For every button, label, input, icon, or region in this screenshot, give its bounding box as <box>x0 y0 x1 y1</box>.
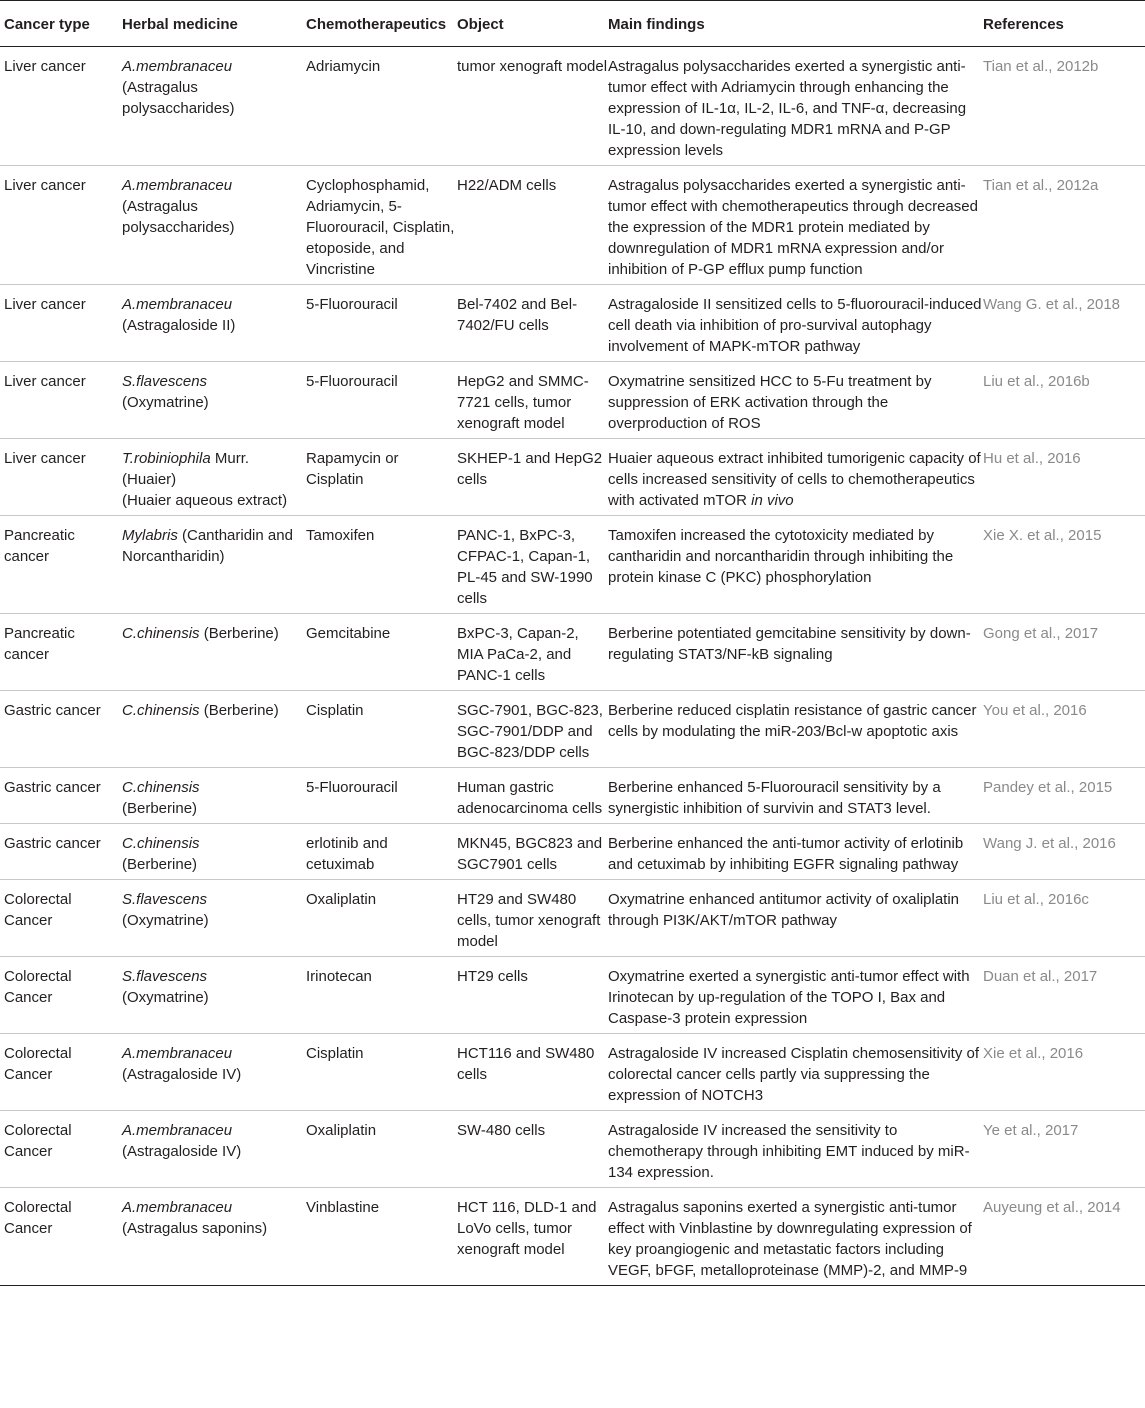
cell-object: Bel-7402 and Bel-7402/FU cells <box>457 285 608 362</box>
herb-species: S.flavescens <box>122 373 208 390</box>
cell-object: PANC-1, BxPC-3, CFPAC-1, Capan-1, PL-45 and SW-1990 cells <box>457 516 608 614</box>
cell-chemotherapeutics: erlotinib and cetuximab <box>306 824 457 880</box>
cell-chemotherapeutics: Irinotecan <box>306 957 457 1034</box>
herb-species: S.flavescens <box>122 891 208 908</box>
cell-main-findings <box>608 285 983 362</box>
cell-cancer-type: Gastric cancer <box>0 824 122 880</box>
cell-reference: Auyeung et al., 2014 <box>983 1188 1145 1286</box>
table-row <box>0 516 1145 614</box>
herb-species: C.chinensis <box>122 702 200 719</box>
cell-cancer-type: Gastric cancer <box>0 768 122 824</box>
herb-note: (Berberine) <box>122 800 198 817</box>
herb-note: (Oxymatrine) <box>122 989 209 1006</box>
findings-text: Berberine potentiated gemcitabine sensitivity by down-regulating STAT3/NF-kB signaling <box>608 625 971 663</box>
table-row <box>0 1034 1145 1111</box>
table-row <box>0 880 1145 957</box>
cell-cancer-type: Liver cancer <box>0 362 122 439</box>
cell-reference: Wang G. et al., 2018 <box>983 285 1145 362</box>
herb-note: (Astragaloside IV) <box>122 1143 242 1160</box>
table-row <box>0 439 1145 516</box>
cell-herbal-medicine <box>122 285 306 362</box>
herb-note: (Astragalus saponins) <box>122 1220 268 1237</box>
cell-object: HCT 116, DLD-1 and LoVo cells, tumor xenograft model <box>457 1188 608 1286</box>
herb-species: A.membranaceu <box>122 1122 233 1139</box>
cell-cancer-type: Colorectal Cancer <box>0 1188 122 1286</box>
cell-main-findings <box>608 1034 983 1111</box>
cell-main-findings <box>608 439 983 516</box>
cell-cancer-type: Liver cancer <box>0 285 122 362</box>
header-main-findings: Main findings <box>608 1 983 47</box>
cell-object: H22/ADM cells <box>457 166 608 285</box>
findings-text: Astragalus polysaccharides exerted a synergistic anti-tumor effect with Adriamycin through enhancing the expression of IL-1α, IL-2, IL-6, and TNF-α, decreasing IL-10, and down-regulating MDR1 mRNA and P-GP expression levels <box>608 58 967 159</box>
herb-note: (Huaier) <box>122 471 177 488</box>
table-row <box>0 1188 1145 1286</box>
cell-cancer-type: Colorectal Cancer <box>0 1111 122 1188</box>
cell-cancer-type: Liver cancer <box>0 439 122 516</box>
cell-chemotherapeutics: Tamoxifen <box>306 516 457 614</box>
herb-species: S.flavescens <box>122 968 208 985</box>
findings-italic: in vivo <box>751 492 794 509</box>
cell-chemotherapeutics: 5-Fluorouracil <box>306 285 457 362</box>
cell-cancer-type: Liver cancer <box>0 47 122 166</box>
cell-reference: You et al., 2016 <box>983 691 1145 768</box>
cell-cancer-type: Pancreatic cancer <box>0 614 122 691</box>
cell-chemotherapeutics: Cisplatin <box>306 1034 457 1111</box>
table-row <box>0 614 1145 691</box>
herb-note: (Oxymatrine) <box>122 912 209 929</box>
header-object: Object <box>457 1 608 47</box>
findings-text: Huaier aqueous extract inhibited tumorigenic capacity of cells increased sensitivity of cells to chemotherapeutics with activated mTOR <box>608 450 981 509</box>
cell-herbal-medicine <box>122 1111 306 1188</box>
cell-reference: Gong et al., 2017 <box>983 614 1145 691</box>
cell-herbal-medicine <box>122 1034 306 1111</box>
cell-main-findings <box>608 957 983 1034</box>
table-row <box>0 957 1145 1034</box>
table-row <box>0 1111 1145 1188</box>
herb-note-inline: (Berberine) <box>199 625 279 642</box>
cell-reference: Xie et al., 2016 <box>983 1034 1145 1111</box>
findings-text: Oxymatrine sensitized HCC to 5-Fu treatment by suppression of ERK activation through the overproduction of ROS <box>608 373 932 432</box>
header-herbal-medicine: Herbal medicine <box>122 1 306 47</box>
cell-object: MKN45, BGC823 and SGC7901 cells <box>457 824 608 880</box>
cell-main-findings <box>608 614 983 691</box>
cell-reference: Wang J. et al., 2016 <box>983 824 1145 880</box>
cell-cancer-type: Colorectal Cancer <box>0 957 122 1034</box>
cell-object: HepG2 and SMMC-7721 cells, tumor xenograft model <box>457 362 608 439</box>
findings-text: Astragaloside IV increased the sensitivity to chemotherapy through inhibiting EMT induced by miR-134 expression. <box>608 1122 970 1181</box>
cell-main-findings <box>608 768 983 824</box>
cell-reference: Pandey et al., 2015 <box>983 768 1145 824</box>
cell-main-findings <box>608 166 983 285</box>
cell-main-findings <box>608 516 983 614</box>
herb-note-inline: (Berberine) <box>199 702 279 719</box>
cell-object: SKHEP-1 and HepG2 cells <box>457 439 608 516</box>
table-body <box>0 47 1145 1286</box>
cell-herbal-medicine <box>122 166 306 285</box>
cell-herbal-medicine <box>122 516 306 614</box>
cell-object: HT29 cells <box>457 957 608 1034</box>
cell-cancer-type: Colorectal Cancer <box>0 880 122 957</box>
cell-chemotherapeutics: 5-Fluorouracil <box>306 362 457 439</box>
table-row <box>0 47 1145 166</box>
table-row <box>0 285 1145 362</box>
cell-main-findings <box>608 362 983 439</box>
cell-object: BxPC-3, Capan-2, MIA PaCa-2, and PANC-1 cells <box>457 614 608 691</box>
findings-text: Berberine reduced cisplatin resistance of gastric cancer cells by modulating the miR-203/Bcl-w apoptotic axis <box>608 702 977 740</box>
cell-cancer-type: Gastric cancer <box>0 691 122 768</box>
header-chemotherapeutics: Chemotherapeutics <box>306 1 457 47</box>
findings-text: Oxymatrine exerted a synergistic anti-tumor effect with Irinotecan by up-regulation of the TOPO I, Bax and Caspase-3 protein expression <box>608 968 970 1027</box>
cell-object: tumor xenograft model <box>457 47 608 166</box>
cell-chemotherapeutics: Cyclophosphamid, Adriamycin, 5-Fluorouracil, Cisplatin, etoposide, and Vincristine <box>306 166 457 285</box>
cell-reference: Tian et al., 2012b <box>983 47 1145 166</box>
herb-species: A.membranaceu <box>122 1045 233 1062</box>
cell-cancer-type: Colorectal Cancer <box>0 1034 122 1111</box>
cell-main-findings <box>608 880 983 957</box>
herb-species: Mylabris <box>122 527 178 544</box>
findings-text: Berberine enhanced 5-Fluorouracil sensitivity by a synergistic inhibition of survivin and STAT3 level. <box>608 779 941 817</box>
cell-herbal-medicine <box>122 362 306 439</box>
table-row <box>0 691 1145 768</box>
cell-cancer-type: Pancreatic cancer <box>0 516 122 614</box>
herb-note: (Astragaloside II) <box>122 317 236 334</box>
cell-herbal-medicine <box>122 439 306 516</box>
cell-herbal-medicine <box>122 614 306 691</box>
cell-chemotherapeutics: Gemcitabine <box>306 614 457 691</box>
cell-object: SW-480 cells <box>457 1111 608 1188</box>
findings-text: Astragalus saponins exerted a synergistic anti-tumor effect with Vinblastine by downregulating expression of key proangiogenic and metastatic factors including VEGF, bFGF, metalloproteinase (MMP)-2, and MMP-9 <box>608 1199 972 1279</box>
cell-cancer-type: Liver cancer <box>0 166 122 285</box>
cell-object: HT29 and SW480 cells, tumor xenograft model <box>457 880 608 957</box>
findings-text: Berberine enhanced the anti-tumor activity of erlotinib and cetuximab by inhibiting EGFR signaling pathway <box>608 835 964 873</box>
herb-species: T.robiniophila <box>122 450 211 467</box>
cell-chemotherapeutics: Rapamycin or Cisplatin <box>306 439 457 516</box>
cell-herbal-medicine <box>122 824 306 880</box>
herb-species: A.membranaceu <box>122 58 233 75</box>
header-references: References <box>983 1 1145 47</box>
herb-note: (Astragaloside IV) <box>122 1066 242 1083</box>
cell-reference: Duan et al., 2017 <box>983 957 1145 1034</box>
findings-text: Astragaloside II sensitized cells to 5-fluorouracil-induced cell death via inhibition of pro-survival autophagy involvement of MAPK-mTOR pathway <box>608 296 982 355</box>
table-row <box>0 362 1145 439</box>
herb-note: (Astragalus polysaccharides) <box>122 79 235 117</box>
herb-species-suffix: Murr. <box>210 450 250 467</box>
findings-text: Tamoxifen increased the cytotoxicity mediated by cantharidin and norcantharidin through inhibiting the protein kinase C (PKC) phosphorylation <box>608 527 954 586</box>
cell-chemotherapeutics: 5-Fluorouracil <box>306 768 457 824</box>
cell-reference: Liu et al., 2016b <box>983 362 1145 439</box>
cell-reference: Liu et al., 2016c <box>983 880 1145 957</box>
cell-reference: Hu et al., 2016 <box>983 439 1145 516</box>
cell-chemotherapeutics: Cisplatin <box>306 691 457 768</box>
herb-note: (Oxymatrine) <box>122 394 209 411</box>
cell-herbal-medicine <box>122 47 306 166</box>
herb-note: (Astragalus polysaccharides) <box>122 198 235 236</box>
cell-object: SGC-7901, BGC-823, SGC-7901/DDP and BGC-823/DDP cells <box>457 691 608 768</box>
cell-object: Human gastric adenocarcinoma cells <box>457 768 608 824</box>
findings-text: Astragalus polysaccharides exerted a synergistic anti-tumor effect with chemotherapeutics through decreased the expression of the MDR1 protein mediated by downregulation of MDR1 mRNA expression and/or inhibition of P-GP efflux pump function <box>608 177 978 278</box>
header-cancer-type: Cancer type <box>0 1 122 47</box>
cell-chemotherapeutics: Oxaliplatin <box>306 1111 457 1188</box>
cell-main-findings <box>608 47 983 166</box>
herb-species: A.membranaceu <box>122 296 233 313</box>
table-row <box>0 166 1145 285</box>
cell-herbal-medicine <box>122 691 306 768</box>
cell-object: HCT116 and SW480 cells <box>457 1034 608 1111</box>
cell-main-findings <box>608 1111 983 1188</box>
cell-main-findings <box>608 1188 983 1286</box>
cell-chemotherapeutics: Vinblastine <box>306 1188 457 1286</box>
cell-reference: Tian et al., 2012a <box>983 166 1145 285</box>
table-row <box>0 768 1145 824</box>
cell-herbal-medicine <box>122 957 306 1034</box>
herb-species: A.membranaceu <box>122 177 233 194</box>
cell-herbal-medicine <box>122 1188 306 1286</box>
cell-main-findings <box>608 824 983 880</box>
herb-note-inline: (Cantharidin and Norcantharidin) <box>122 527 293 565</box>
findings-text: Oxymatrine enhanced antitumor activity of oxaliplatin through PI3K/AKT/mTOR pathway <box>608 891 960 929</box>
cell-chemotherapeutics: Oxaliplatin <box>306 880 457 957</box>
findings-text: Astragaloside IV increased Cisplatin chemosensitivity of colorectal cancer cells partly via suppressing the expression of NOTCH3 <box>608 1045 980 1104</box>
herb-species: C.chinensis <box>122 779 200 796</box>
herb-species: C.chinensis <box>122 835 200 852</box>
herb-species: A.membranaceu <box>122 1199 233 1216</box>
cell-chemotherapeutics: Adriamycin <box>306 47 457 166</box>
cell-herbal-medicine <box>122 768 306 824</box>
cell-main-findings <box>608 691 983 768</box>
header-row <box>0 1 1145 47</box>
herb-species: C.chinensis <box>122 625 200 642</box>
table-row <box>0 824 1145 880</box>
cell-herbal-medicine <box>122 880 306 957</box>
cell-reference: Ye et al., 2017 <box>983 1111 1145 1188</box>
herb-note: (Berberine) <box>122 856 198 873</box>
cell-reference: Xie X. et al., 2015 <box>983 516 1145 614</box>
herb-note: (Huaier aqueous extract) <box>122 492 288 509</box>
